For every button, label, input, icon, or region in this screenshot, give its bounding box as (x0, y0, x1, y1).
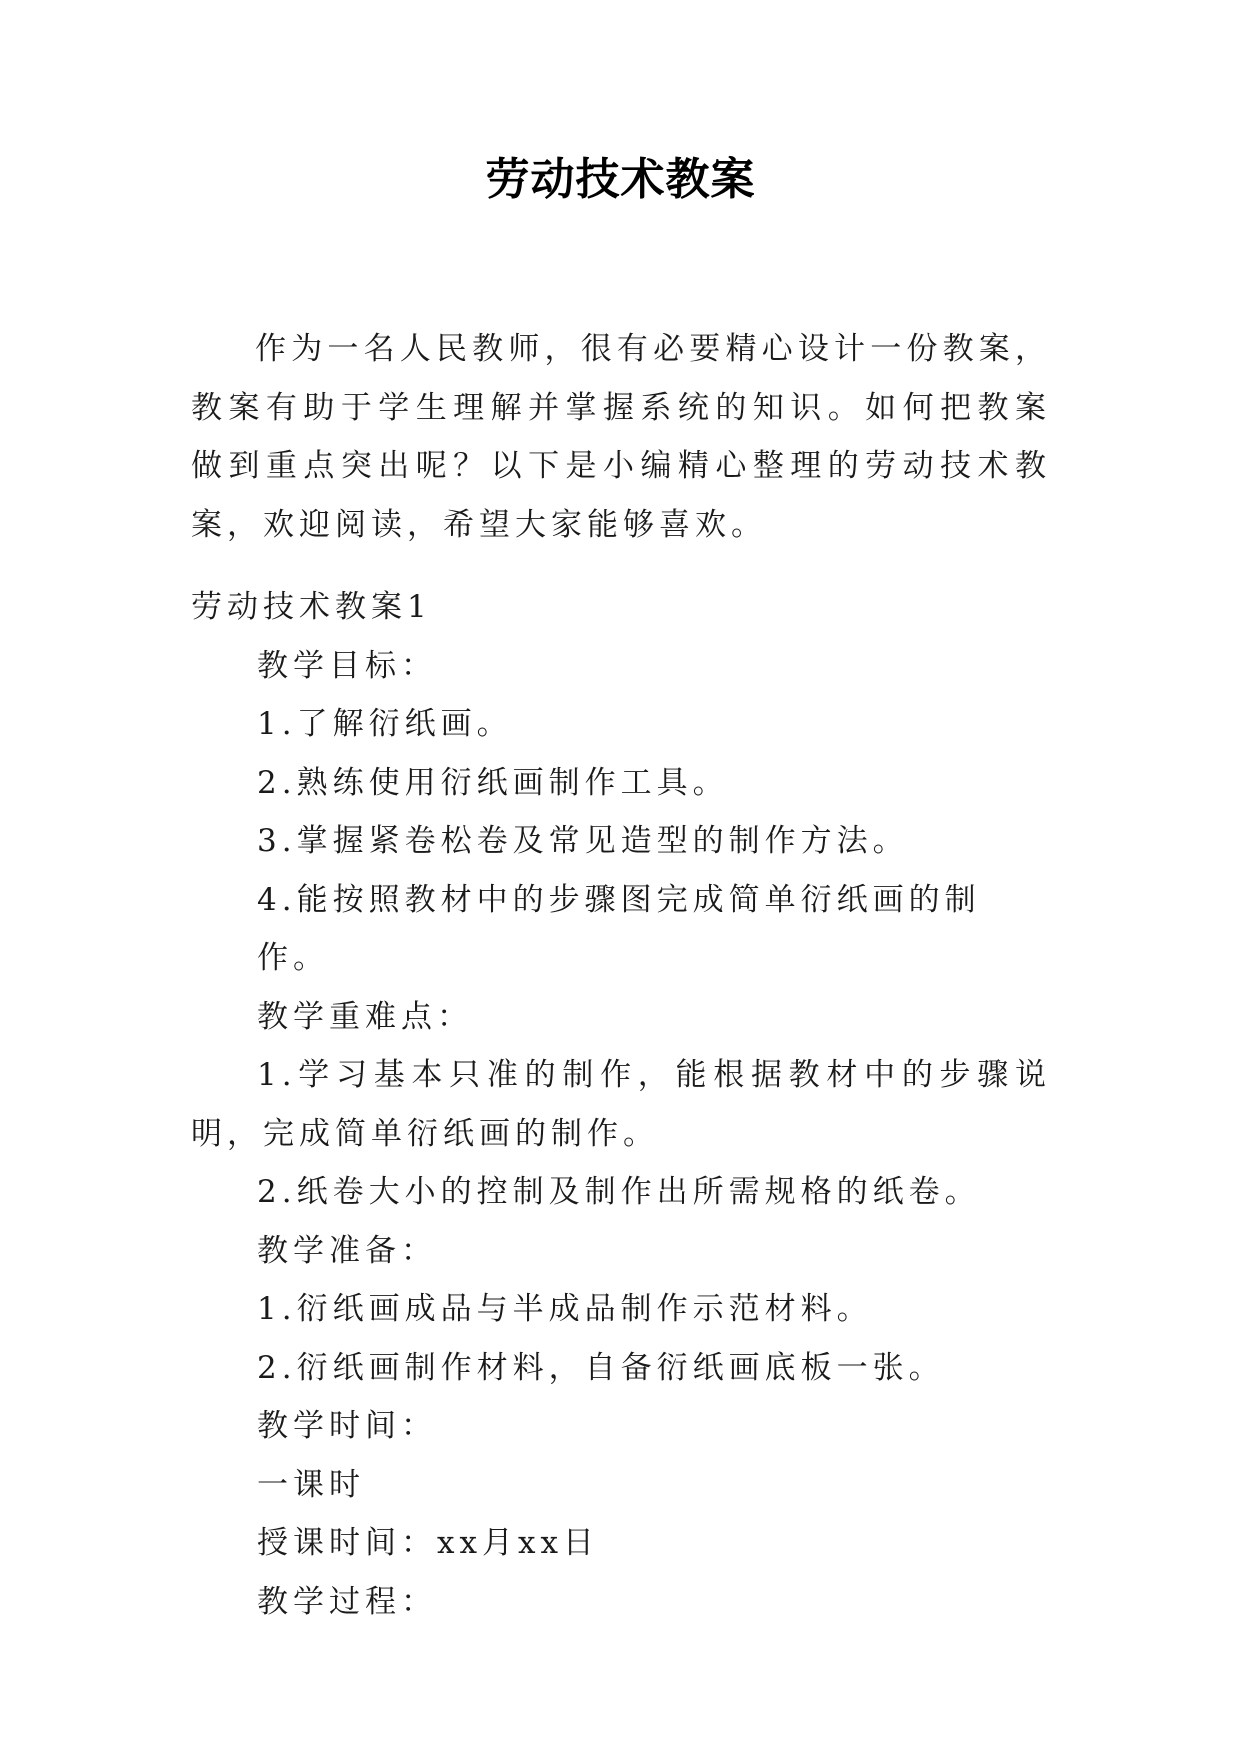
key-point-item: 2.纸卷大小的控制及制作出所需规格的纸卷。 (257, 1174, 981, 1210)
heading-preparation: 教学准备： (257, 1232, 437, 1269)
heading-key-points: 教学重难点： (257, 998, 473, 1035)
intro-paragraph: 作为一名人民教师，很有必要精心设计一份教案，教案有助于学生理解并掌握系统的知识。如何把教案做到重点突出呢？以下是小编精心整理的劳动技术教案，欢迎阅读，希望大家能够喜欢。 (191, 331, 1051, 543)
preparation-item: 2.衍纸画制作材料，自备衍纸画底板一张。 (257, 1349, 945, 1386)
objective-item: 1.了解衍纸画。 (257, 706, 513, 742)
heading-teaching-time: 教学时间： (257, 1408, 437, 1444)
heading-process: 教学过程： (257, 1583, 437, 1620)
objective-item: 3.掌握紧卷松卷及常见造型的制作方法。 (257, 823, 909, 859)
objective-item: 4.能按照教材中的步骤图完成简单衍纸画的制作。 (257, 881, 981, 976)
preparation-item: 1.衍纸画成品与半成品制作示范材料。 (257, 1291, 873, 1327)
document-title: 劳动技术教案 (485, 154, 756, 205)
key-point-item: 1.学习基本只准的制作，能根据教材中的步骤说明，完成简单衍纸画的制作。 (191, 1057, 1051, 1152)
lesson-plan-section (191, 578, 1051, 1631)
class-date: 授课时间：xx月xx日 (257, 1525, 599, 1561)
heading-objectives: 教学目标： (257, 647, 437, 684)
teaching-time-value: 一课时 (257, 1466, 365, 1503)
objective-item: 2.熟练使用衍纸画制作工具。 (257, 764, 729, 801)
section-heading: 劳动技术教案1 (191, 589, 432, 625)
